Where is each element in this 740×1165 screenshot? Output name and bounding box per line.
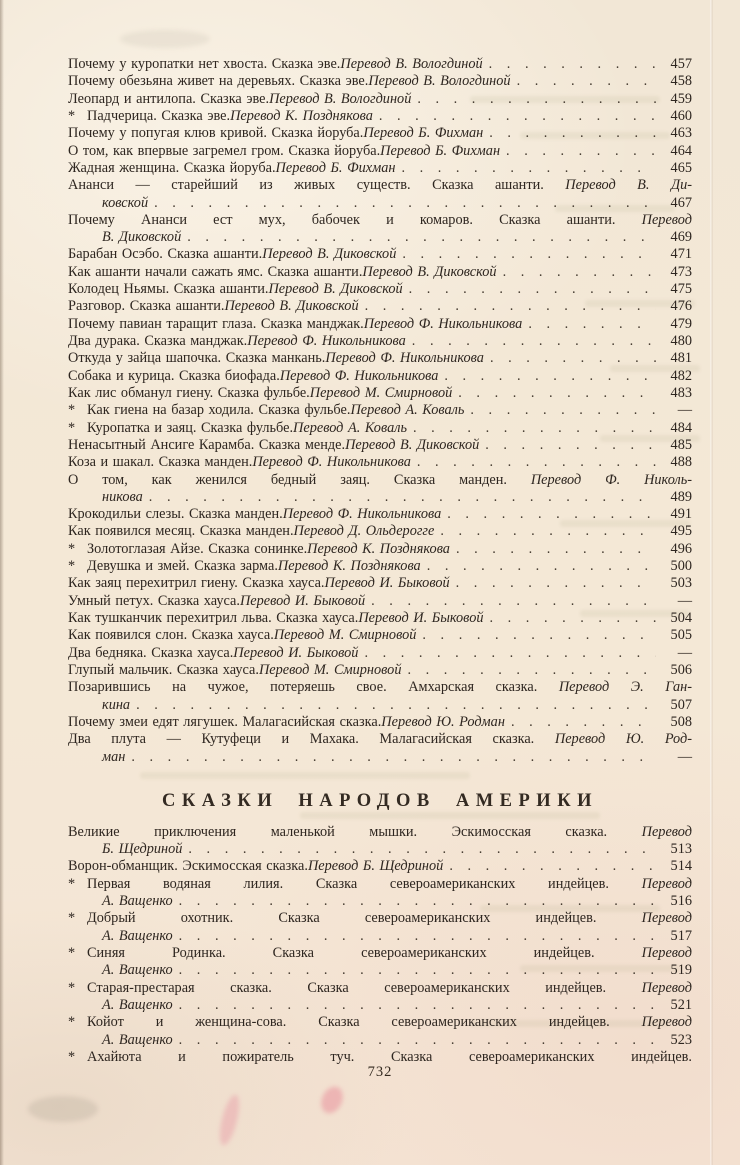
entry-page-number: 457 [670,56,692,72]
entry-translator: Перевод А. Коваль [350,402,465,419]
entry-title: Как гиена на базар ходила. Сказка фульбе. [87,402,351,419]
toc-entry [68,454,692,471]
entry-page-number: 481 [670,350,692,367]
entry-page-number: 517 [670,927,692,944]
toc-entry [68,858,692,875]
entry-page-number: 506 [670,661,692,678]
entry-translator: Перевод А. Коваль [293,419,407,436]
entry-translator: Перевод В. Диковской [224,298,359,315]
dot-leader [148,195,656,212]
dot-leader [395,160,656,177]
toc-entry [68,91,692,108]
entry-translator: Перевод Ю. Родман [381,713,505,730]
entry-title: Золотоглазая Айзе. Сказка сонинке. [87,540,308,557]
entry-page-number: — [677,644,692,661]
footnote-star: * [68,1048,76,1065]
toc-entry [68,212,692,229]
dot-leader [421,558,656,575]
entry-translator: Перевод И. Быковой [358,610,484,626]
entry-title: Почему обезьяна живет на деревьях. Сказка эве. [68,73,369,90]
entry-page-number: 460 [670,107,692,124]
entry-translator: Перевод Ф. Николь- [530,471,692,488]
entry-page-number: 484 [670,419,692,436]
dot-leader [125,749,656,766]
entry-title: Как появился слон. Сказка хауса. [68,627,274,644]
entry-title: Позарившись на чужое, потеряешь свое. Амхарская сказка. [68,679,559,696]
dot-leader [484,610,657,627]
entry-title: Как тушканчик перехитрил льва. Сказка хауса. [68,610,359,626]
toc-entry [68,662,692,679]
toc-entry-continuation [68,893,692,910]
toc-entry [68,264,692,281]
entry-title: Ахайюта и пожиратель туч. Сказка североамериканских индейцев. [87,1048,692,1065]
toc-entry [68,160,692,177]
entry-page-number: 523 [670,1031,692,1048]
entry-title: Добрый охотник. Сказка североамериканских индейцев. [87,910,642,927]
toc-entry [68,333,692,350]
entry-title: О том, как впервые загремел гром. Сказка йоруба. [68,142,381,159]
dot-leader [173,893,656,910]
entry-translator: Перевод В. Диковской [345,436,480,453]
toc-entry [68,1014,692,1031]
entry-translator: Перевод [641,211,692,228]
toc-entry [68,679,692,696]
dot-leader [483,125,656,142]
dot-leader [173,997,656,1014]
entry-page-number: 483 [670,384,692,401]
entry-page-number: 480 [670,333,692,349]
toc-entry [68,402,692,419]
entry-translator: Перевод Б. Фихман [275,159,396,176]
footnote-star: * [68,875,76,892]
toc-entry-continuation [68,229,692,246]
dot-leader [411,91,656,108]
entry-page-number: 503 [670,575,692,592]
entry-translator: Перевод [641,823,692,840]
entry-page-number: — [677,402,692,419]
book-page-table-of-contents [68,56,692,1066]
dot-leader [416,627,656,644]
entry-title: Два дурака. Сказка манджак. [68,333,248,349]
dot-leader [173,1032,656,1049]
toc-entry [68,523,692,540]
toc-entry [68,125,692,142]
dot-leader [396,246,656,263]
toc-entry [68,56,692,73]
entry-page-number: 488 [670,454,692,471]
entry-title: Колодец Ньямы. Сказка ашанти. [68,281,269,298]
entry-title: Как лис обманул гиену. Сказка фульбе. [68,384,310,401]
toc-entry [68,714,692,731]
paper-crease [710,0,713,1165]
dot-leader [358,645,656,662]
entry-title: Койот и женщина-сова. Сказка североамериканских индейцев. [87,1014,642,1031]
entry-title: Почему Ананси ест мух, бабочек и комаров. Сказка ашанти. [68,211,642,228]
entry-title: Ненасытный Ансиге Карамба. Сказка менде. [68,436,346,453]
entry-translator: Перевод [641,875,692,892]
dot-leader [406,333,656,350]
dot-leader [450,575,656,592]
toc-entry [68,472,692,489]
entry-translator: Перевод Ф. Никольникова [279,367,439,384]
entry-translator: В. Диковской [102,229,182,246]
dot-leader [365,593,656,610]
toc-entry [68,593,692,610]
entry-page-number: 500 [670,558,692,575]
entry-translator: Перевод В. Вологдиной [269,90,412,107]
dot-leader [483,56,656,73]
dot-leader [143,489,656,506]
entry-title: Жадная женщина. Сказка йоруба. [68,159,276,176]
entry-translator: Перевод Ф. Никольникова [252,454,411,471]
entry-translator: Перевод В. Ди- [565,177,692,194]
dot-leader [464,402,656,419]
entry-title: Как появился месяц. Сказка манден. [68,523,294,540]
pink-smudge [216,1093,243,1147]
section-heading: СКАЗКИ НАРОДОВ АМЕРИКИ [161,790,599,811]
entry-title: Как заяц перехитрил гиену. Сказка хауса. [68,575,325,592]
entry-translator: Перевод [641,979,692,996]
entry-translator: А. Ващенко [102,996,173,1013]
toc-entry-continuation [68,997,692,1014]
toc-entry [68,575,692,592]
toc-entry [68,558,692,575]
entry-page-number: 491 [670,506,692,523]
toc-entry-continuation [68,1032,692,1049]
footnote-star: * [68,945,76,961]
toc-entry-continuation [68,489,692,506]
toc-entry [68,945,692,962]
dot-leader [443,858,656,875]
entry-translator: Перевод Ф. Никольникова [282,506,442,523]
toc-entry [68,350,692,367]
toc-entry [68,910,692,927]
toc-entry [68,246,692,263]
toc-entry [68,824,692,841]
entry-title: Барабан Осэбо. Сказка ашанти. [68,246,263,263]
entry-page-number: 476 [670,298,692,315]
entry-title: Ананси — старейший из живых существ. Сказка ашанти. [68,177,566,194]
dot-leader [497,264,656,281]
entry-title: Коза и шакал. Сказка манден. [68,454,253,471]
toc-entry [68,437,692,454]
entry-translator: Перевод В. Диковской [362,263,497,280]
dot-leader [479,437,656,454]
dot-leader [181,229,656,246]
entry-translator: Перевод Б. Щедриной [307,858,444,875]
entry-page-number: 516 [670,893,692,910]
gray-smudge [28,1096,98,1122]
entry-title: Два бедняка. Сказка хауса. [68,644,234,661]
entry-translator: Перевод В. Вологдиной [368,73,511,90]
entry-page-number: 496 [670,540,692,557]
entry-page-number: 475 [670,281,692,298]
dot-leader [441,506,656,523]
toc-entry [68,876,692,893]
entry-page-number: 458 [670,73,692,90]
entry-translator: Перевод М. Смирновой [309,384,453,401]
dot-leader [505,714,656,731]
dot-leader [438,368,656,385]
dot-leader [500,143,656,160]
entry-translator: Перевод И. Быковой [239,592,366,609]
toc-entry [68,610,692,627]
entry-page-number: 513 [670,841,692,858]
entry-page-number: 508 [670,713,692,730]
dot-leader [452,385,656,402]
entry-translator: Перевод В. Диковской [262,246,397,263]
entry-title: Почему у попугая клюв кривой. Сказка йоруба. [68,125,364,142]
toc-entry [68,731,692,748]
entry-title: Ворон-обманщик. Эскимосская сказка. [68,858,308,875]
entry-translator: Перевод Б. Фихман [380,142,501,159]
entry-title: Умный петух. Сказка хауса. [68,592,240,609]
toc-entry [68,980,692,997]
gray-smudge [120,30,210,48]
entry-title: Первая водяная лилия. Сказка североамериканских индейцев. [87,875,642,892]
toc-entry-continuation [68,697,692,714]
entry-page-number: 521 [670,996,692,1013]
dot-leader [411,454,656,471]
entry-title: Великие приключения маленькой мышки. Эскимосская сказка. [68,823,642,840]
entry-page-number: 489 [670,488,692,505]
entry-translator: Перевод Ф. Никольникова [363,315,523,332]
entry-title: Куропатка и заяц. Сказка фульбе. [87,419,294,436]
entry-translator: Перевод К. Позднякова [277,558,421,575]
entry-translator: Перевод Б. Фихман [363,125,484,142]
toc-entry [68,177,692,194]
entry-translator: Перевод М. Смирновой [258,661,402,678]
entry-title: Леопард и антилопа. Сказка эве. [68,90,270,107]
entry-title: О том, как женился бедный заяц. Сказка манден. [68,471,531,488]
toc-entry-continuation [68,962,692,979]
entry-title: Девушка и змей. Сказка зарма. [87,558,278,575]
dot-leader [450,541,656,558]
toc-entry-continuation [68,195,692,212]
entry-translator: А. Ващенко [102,893,173,910]
entry-title: Падчерица. Сказка эве. [87,107,231,124]
pink-smudge [317,1083,347,1117]
entry-title: Собака и курица. Сказка биофада. [68,367,280,384]
toc-entry [68,506,692,523]
entry-translator: Перевод В. Диковской [268,281,403,298]
entry-title: Откуда у зайца шапочка. Сказка манкань. [68,350,326,367]
entry-title: Почему павиан таращит глаза. Сказка манджак. [68,315,364,332]
dot-leader [401,662,656,679]
dot-leader [130,697,656,714]
entry-title: Глупый мальчик. Сказка хауса. [68,661,259,678]
entry-page-number: 504 [670,610,692,626]
footnote-star: * [68,979,76,996]
entry-translator: ман [102,748,126,765]
entry-title: Старая-престарая сказка. Сказка североамериканских индейцев. [87,979,642,996]
entry-translator: Перевод К. Позднякова [230,107,373,124]
entry-page-number: — [677,748,692,765]
entry-page-number: 459 [670,90,692,107]
entry-page-number: 469 [670,229,692,246]
dot-leader [182,841,656,858]
dot-leader [407,420,656,437]
dot-leader [434,523,656,540]
footnote-star: * [68,910,76,927]
entry-title: Крокодильи слезы. Сказка манден. [68,506,283,523]
toc-entry [68,368,692,385]
entry-page-number: 505 [670,627,692,644]
toc-entry [68,316,692,333]
entry-translator: Перевод И. Быковой [324,575,450,592]
footnote-star: * [68,540,76,557]
entry-title: Почему у куропатки нет хвоста. Сказка эве. [68,56,341,72]
entry-translator: А. Ващенко [102,1031,173,1048]
toc-entry-continuation [68,928,692,945]
entry-translator: Перевод И. Быковой [233,644,359,661]
entry-page-number: 485 [670,436,692,453]
footnote-star: * [68,107,76,124]
toc-entry [68,73,692,90]
toc-entry [68,541,692,558]
toc-entry-continuation [68,841,692,858]
entry-title: Разговор. Сказка ашанти. [68,298,225,315]
footnote-star: * [68,402,76,419]
entry-translator: Перевод Ф. Никольникова [325,350,484,367]
entry-translator: Б. Щедриной [102,841,183,858]
entry-translator: Перевод Ф. Никольникова [247,333,406,349]
entry-translator: Перевод К. Позднякова [307,540,450,557]
toc-entry [68,627,692,644]
entry-page-number: 507 [670,696,692,713]
entry-translator: Перевод [641,910,692,927]
entry-translator: Перевод М. Смирновой [273,627,417,644]
entry-page-number: 479 [670,315,692,332]
entry-translator: Перевод Д. Ольдерогге [293,523,435,540]
toc-entry [68,143,692,160]
entry-translator: Перевод Э. Ган- [558,679,692,696]
dot-leader [484,350,656,367]
toc-entry [68,298,692,315]
entry-translator: Перевод [641,945,692,961]
entry-translator: Перевод В. Вологдиной [340,56,483,72]
dot-leader [359,298,656,315]
entry-translator: ковской [102,194,149,211]
entry-page-number: 465 [670,159,692,176]
entry-page-number: 467 [670,194,692,211]
toc-entry-continuation [68,749,692,766]
entry-translator: кина [102,696,131,713]
entry-page-number: 519 [670,962,692,979]
entry-translator: никова [102,488,143,505]
entry-translator: Перевод [641,1014,692,1031]
page-number-footer: 732 [367,1064,393,1080]
entry-translator: А. Ващенко [102,927,173,944]
footnote-star: * [68,1014,76,1031]
entry-page-number: 482 [670,367,692,384]
entry-page-number: 464 [670,142,692,159]
entry-page-number: 473 [670,263,692,280]
entry-page-number: 495 [670,523,692,540]
page-left-edge-shadow [0,0,4,1165]
toc-entry [68,108,692,125]
toc-entry [68,645,692,662]
footnote-star: * [68,558,76,575]
dot-leader [173,928,656,945]
entry-title: Как ашанти начали сажать ямс. Сказка ашанти. [68,263,363,280]
toc-entry [68,385,692,402]
toc-entry [68,281,692,298]
dot-leader [373,108,656,125]
entry-page-number: 471 [670,246,692,263]
dot-leader [403,281,656,298]
entry-title: Почему змеи едят лягушек. Малагасийская сказка. [68,713,382,730]
dot-leader [173,962,656,979]
footnote-star: * [68,419,76,436]
entry-title: Два плута — Кутуфеци и Махака. Малагасийская сказка. [68,731,555,748]
entry-title: Синяя Родинка. Сказка североамериканских индейцев. [87,945,642,961]
toc-entry [68,420,692,437]
dot-leader [522,316,656,333]
entry-page-number: 463 [670,125,692,142]
entry-translator: Перевод Ю. Род- [554,731,692,748]
entry-page-number: 514 [670,858,692,875]
entry-page-number: — [677,592,692,609]
dot-leader [511,73,656,90]
entry-translator: А. Ващенко [102,962,173,979]
